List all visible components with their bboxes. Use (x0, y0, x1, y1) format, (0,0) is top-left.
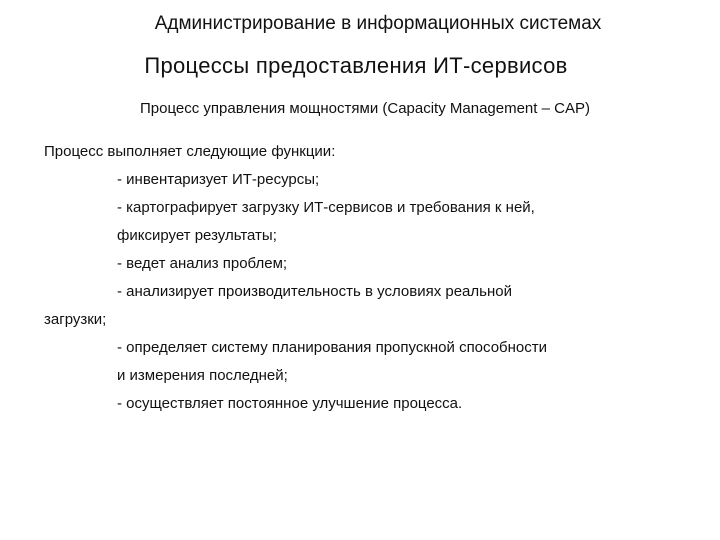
functions-list (44, 140, 684, 420)
list-item-continuation: загрузки; (44, 311, 107, 328)
course-title: Администрирование в информационных системах (154, 13, 602, 34)
intro-line: Процесс выполняет следующие функции: (44, 143, 336, 160)
list-item-continuation: фиксирует результаты; (117, 227, 277, 244)
list-item-continuation: и измерения последней; (117, 367, 288, 384)
list-item: - ведет анализ проблем; (117, 255, 288, 272)
subtitle: Процесс управления мощностями (Capacity Management – CAP) (140, 100, 590, 117)
list-item: - картографирует загрузку ИТ-сервисов и требования к ней, (117, 199, 535, 216)
list-item: - анализирует производительность в условиях реальной (117, 283, 512, 300)
list-item: - инвентаризует ИТ-ресурсы; (117, 171, 320, 188)
page-title: Процессы предоставления ИТ-сервисов (144, 53, 568, 78)
list-item: - определяет систему планирования пропускной способности (117, 339, 548, 356)
list-item: - осуществляет постоянное улучшение процесса. (117, 395, 463, 412)
